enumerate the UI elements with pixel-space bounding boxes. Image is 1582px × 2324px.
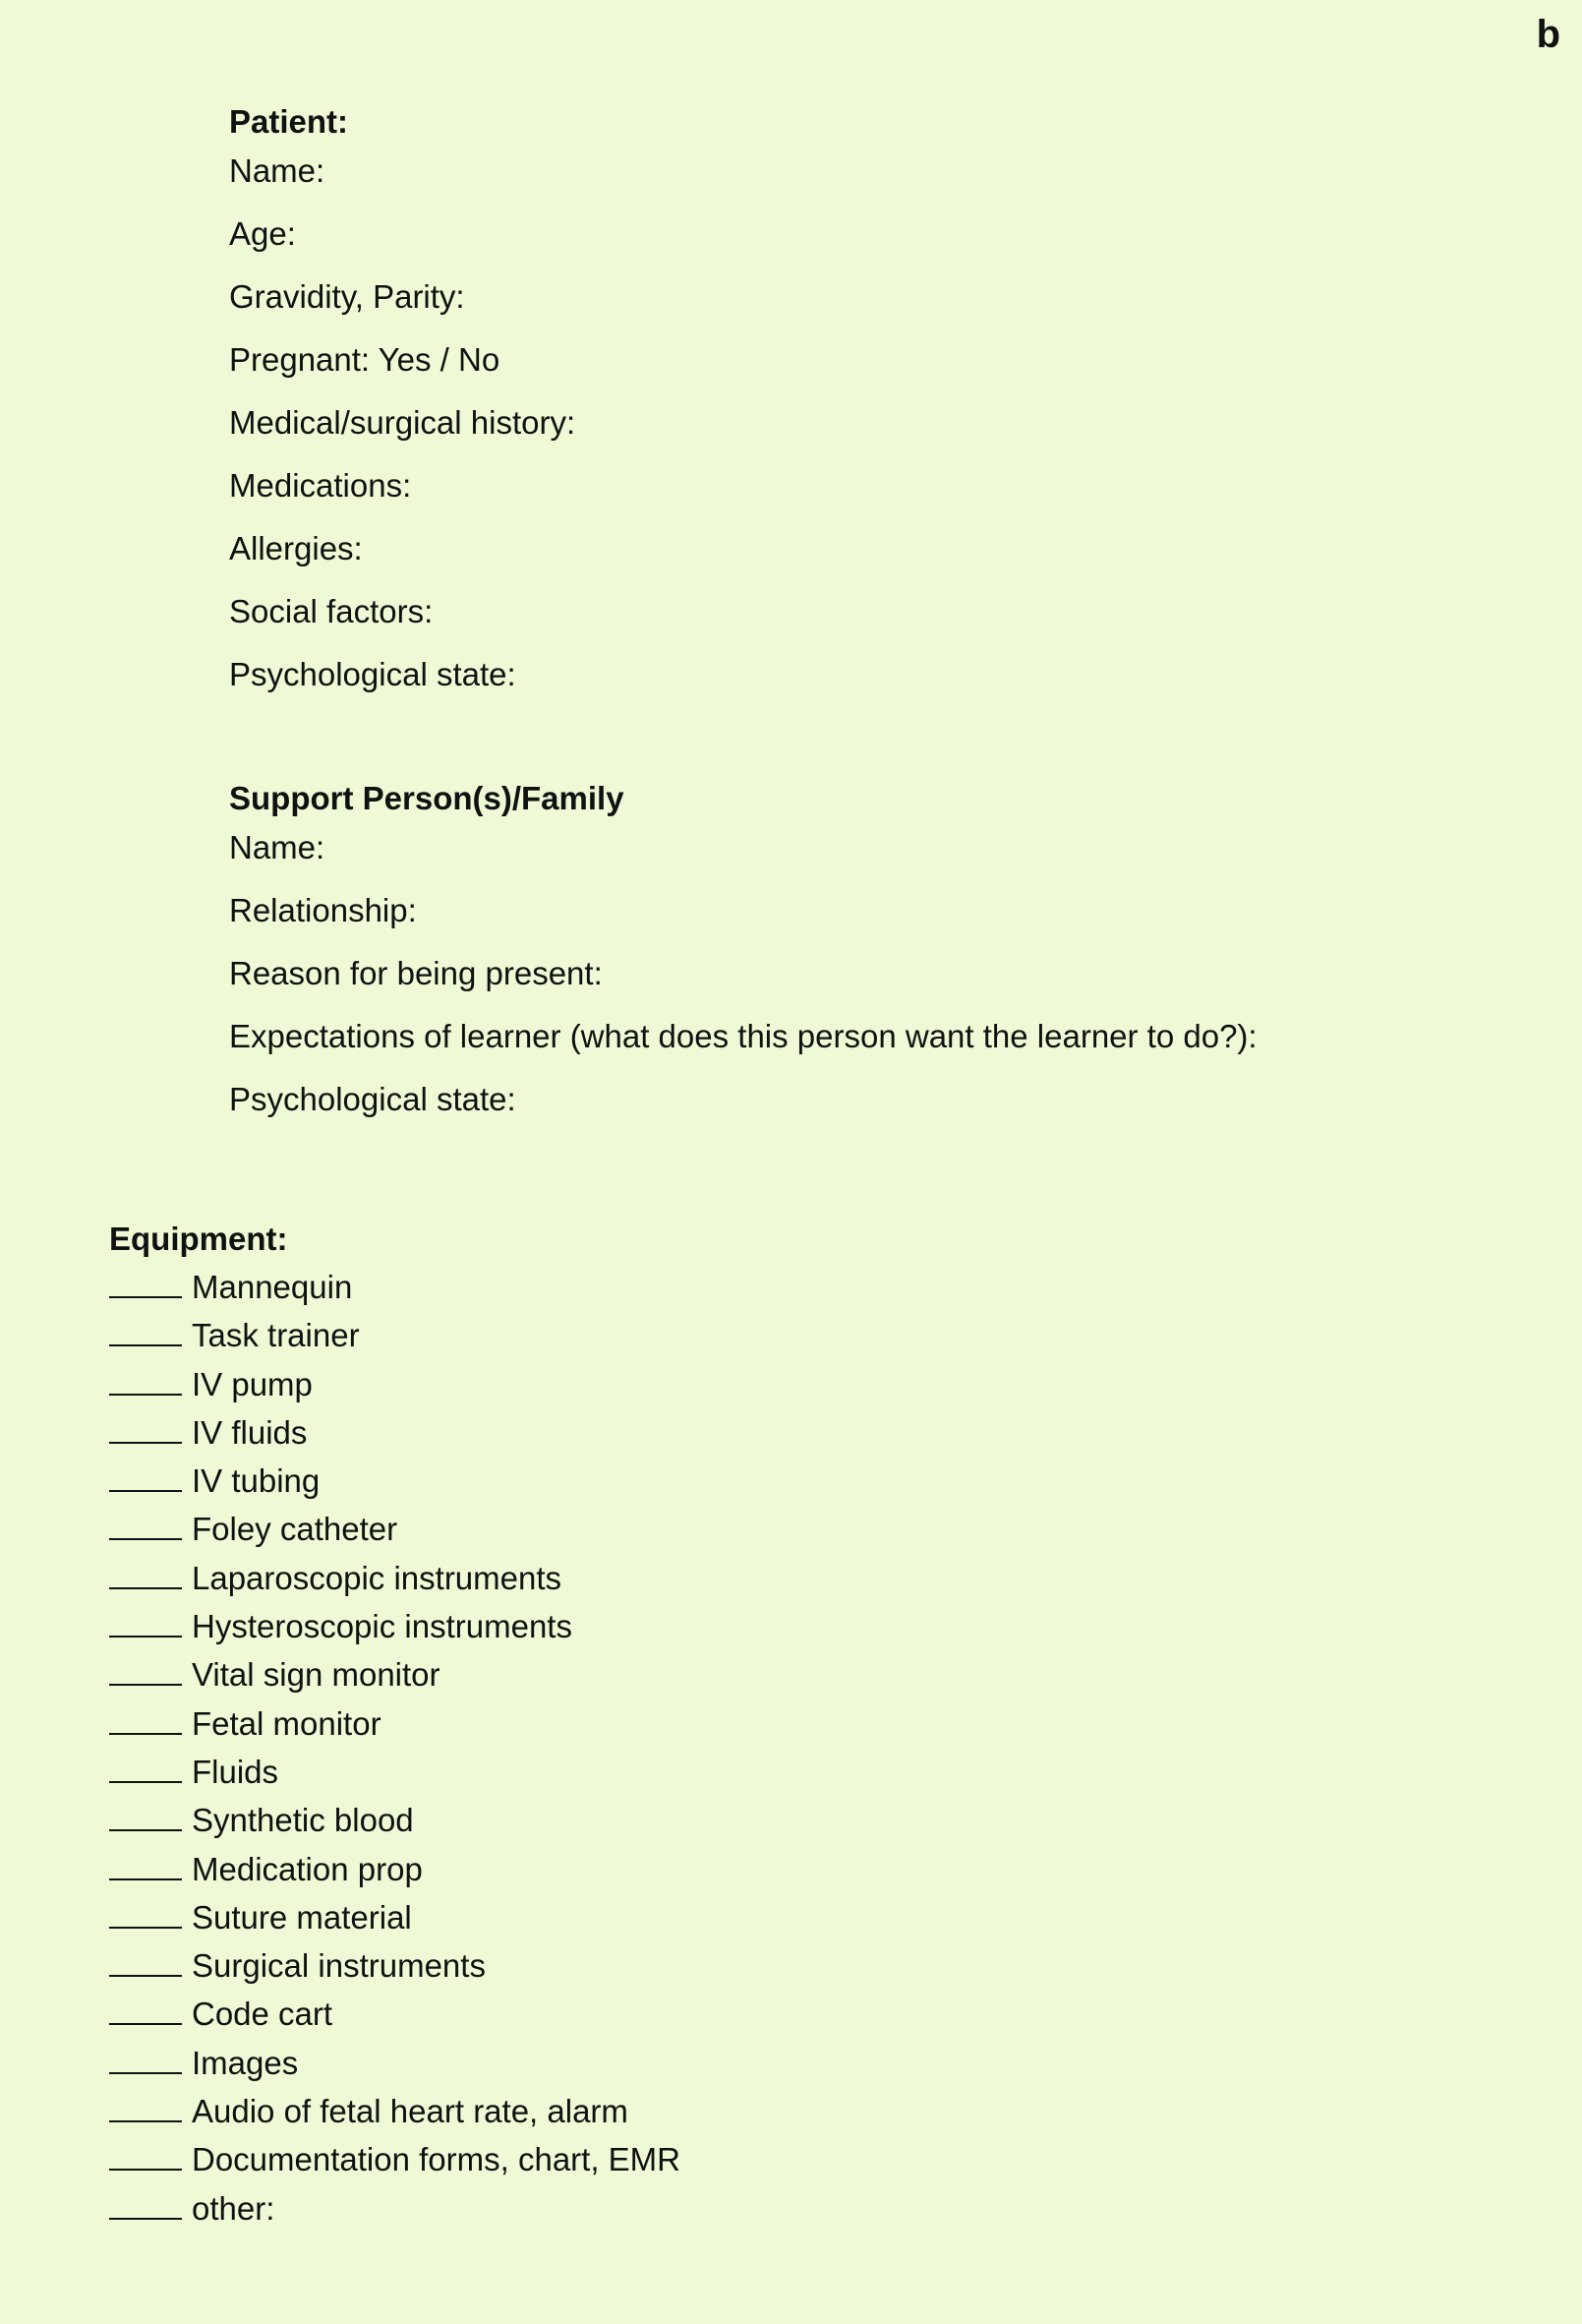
checkbox-blank-line[interactable] <box>109 1490 182 1492</box>
patient-field-gravidity-parity: Gravidity, Parity: <box>229 278 465 315</box>
equipment-item-mannequin <box>109 1263 680 1311</box>
equipment-item-laparoscopic-instruments <box>109 1554 680 1602</box>
equipment-item-label: Foley catheter <box>192 1511 398 1548</box>
checkbox-blank-line[interactable] <box>109 1878 182 1880</box>
equipment-item-label: Documentation forms, chart, EMR <box>192 2141 680 2178</box>
checkbox-blank-line[interactable] <box>109 1442 182 1444</box>
patient-field-allergies: Allergies: <box>229 530 363 566</box>
checkbox-blank-line[interactable] <box>109 2023 182 2025</box>
equipment-item-images <box>109 2039 680 2087</box>
equipment-list <box>109 1263 680 2233</box>
equipment-item-label: Audio of fetal heart rate, alarm <box>192 2093 628 2130</box>
equipment-item-label: other: <box>192 2189 275 2227</box>
patient-field-medications: Medications: <box>229 467 412 504</box>
equipment-item-hysteroscopic-instruments <box>109 1602 680 1650</box>
checkbox-blank-line[interactable] <box>109 2120 182 2122</box>
equipment-item-label: Hysteroscopic instruments <box>192 1608 572 1645</box>
patient-field-pregnant: Pregnant: Yes / No <box>229 341 500 378</box>
equipment-item-iv-tubing <box>109 1457 680 1505</box>
equipment-item-label: Surgical instruments <box>192 1947 486 1985</box>
equipment-item-label: Images <box>192 2044 299 2081</box>
equipment-item-iv-pump <box>109 1360 680 1408</box>
support-field-name: Name: <box>229 829 325 865</box>
equipment-item-label: Vital sign monitor <box>192 1656 440 1694</box>
equipment-item-task-trainer <box>109 1311 680 1359</box>
equipment-item-foley-catheter <box>109 1505 680 1553</box>
equipment-item-code-cart <box>109 1990 680 2038</box>
checkbox-blank-line[interactable] <box>109 1781 182 1783</box>
equipment-item-label: Fluids <box>192 1753 279 1790</box>
checkbox-blank-line[interactable] <box>109 1829 182 1831</box>
equipment-item-label: IV tubing <box>192 1462 321 1500</box>
checkbox-blank-line[interactable] <box>109 2218 182 2220</box>
support-section <box>229 779 1258 1119</box>
equipment-item-synthetic-blood <box>109 1796 680 1844</box>
equipment-item-label: Task trainer <box>192 1317 360 1354</box>
equipment-item-other <box>109 2184 680 2233</box>
support-field-relationship: Relationship: <box>229 892 417 928</box>
panel-letter: b <box>1536 13 1560 56</box>
checkbox-blank-line[interactable] <box>109 1927 182 1929</box>
checkbox-blank-line[interactable] <box>109 1975 182 1977</box>
checkbox-blank-line[interactable] <box>109 2169 182 2171</box>
checkbox-blank-line[interactable] <box>109 1587 182 1589</box>
checkbox-blank-line[interactable] <box>109 2072 182 2074</box>
equipment-item-vital-sign-monitor <box>109 1650 680 1698</box>
equipment-item-label: Code cart <box>192 1996 333 2033</box>
equipment-item-label: IV fluids <box>192 1413 308 1451</box>
patient-field-social-factors: Social factors: <box>229 593 434 629</box>
equipment-item-audio <box>109 2087 680 2135</box>
equipment-item-label: Suture material <box>192 1898 412 1936</box>
equipment-item-iv-fluids <box>109 1408 680 1457</box>
equipment-item-label: Synthetic blood <box>192 1802 414 1839</box>
patient-field-psychological-state: Psychological state: <box>229 656 516 692</box>
support-heading: Support Person(s)/Family <box>229 780 624 816</box>
equipment-item-label: IV pump <box>192 1365 313 1402</box>
checkbox-blank-line[interactable] <box>109 1296 182 1298</box>
equipment-item-suture-material <box>109 1893 680 1941</box>
patient-field-name: Name: <box>229 152 325 189</box>
patient-heading: Patient: <box>229 103 349 140</box>
checkbox-blank-line[interactable] <box>109 1538 182 1540</box>
equipment-item-surgical-instruments <box>109 1941 680 1990</box>
support-field-psychological-state: Psychological state: <box>229 1081 516 1117</box>
checkbox-blank-line[interactable] <box>109 1684 182 1686</box>
equipment-item-fetal-monitor <box>109 1699 680 1748</box>
patient-field-medical-history: Medical/surgical history: <box>229 404 576 441</box>
checkbox-blank-line[interactable] <box>109 1344 182 1346</box>
checkbox-blank-line[interactable] <box>109 1733 182 1735</box>
equipment-heading: Equipment: <box>109 1221 288 1257</box>
equipment-item-documentation <box>109 2135 680 2183</box>
equipment-item-label: Fetal monitor <box>192 1704 381 1742</box>
support-field-expectations: Expectations of learner (what does this person want the learner to do?): <box>229 1018 1258 1054</box>
equipment-item-fluids <box>109 1748 680 1796</box>
equipment-item-medication-prop <box>109 1845 680 1893</box>
patient-field-list <box>229 151 575 694</box>
checkbox-blank-line[interactable] <box>109 1636 182 1638</box>
equipment-item-label: Laparoscopic instruments <box>192 1559 562 1596</box>
equipment-item-label: Mannequin <box>192 1269 353 1305</box>
equipment-section <box>109 1220 680 2233</box>
support-field-list <box>229 828 1258 1119</box>
patient-field-age: Age: <box>229 215 296 252</box>
support-field-reason: Reason for being present: <box>229 955 603 991</box>
equipment-item-label: Medication prop <box>192 1850 423 1887</box>
patient-section <box>229 102 575 694</box>
checkbox-blank-line[interactable] <box>109 1394 182 1396</box>
